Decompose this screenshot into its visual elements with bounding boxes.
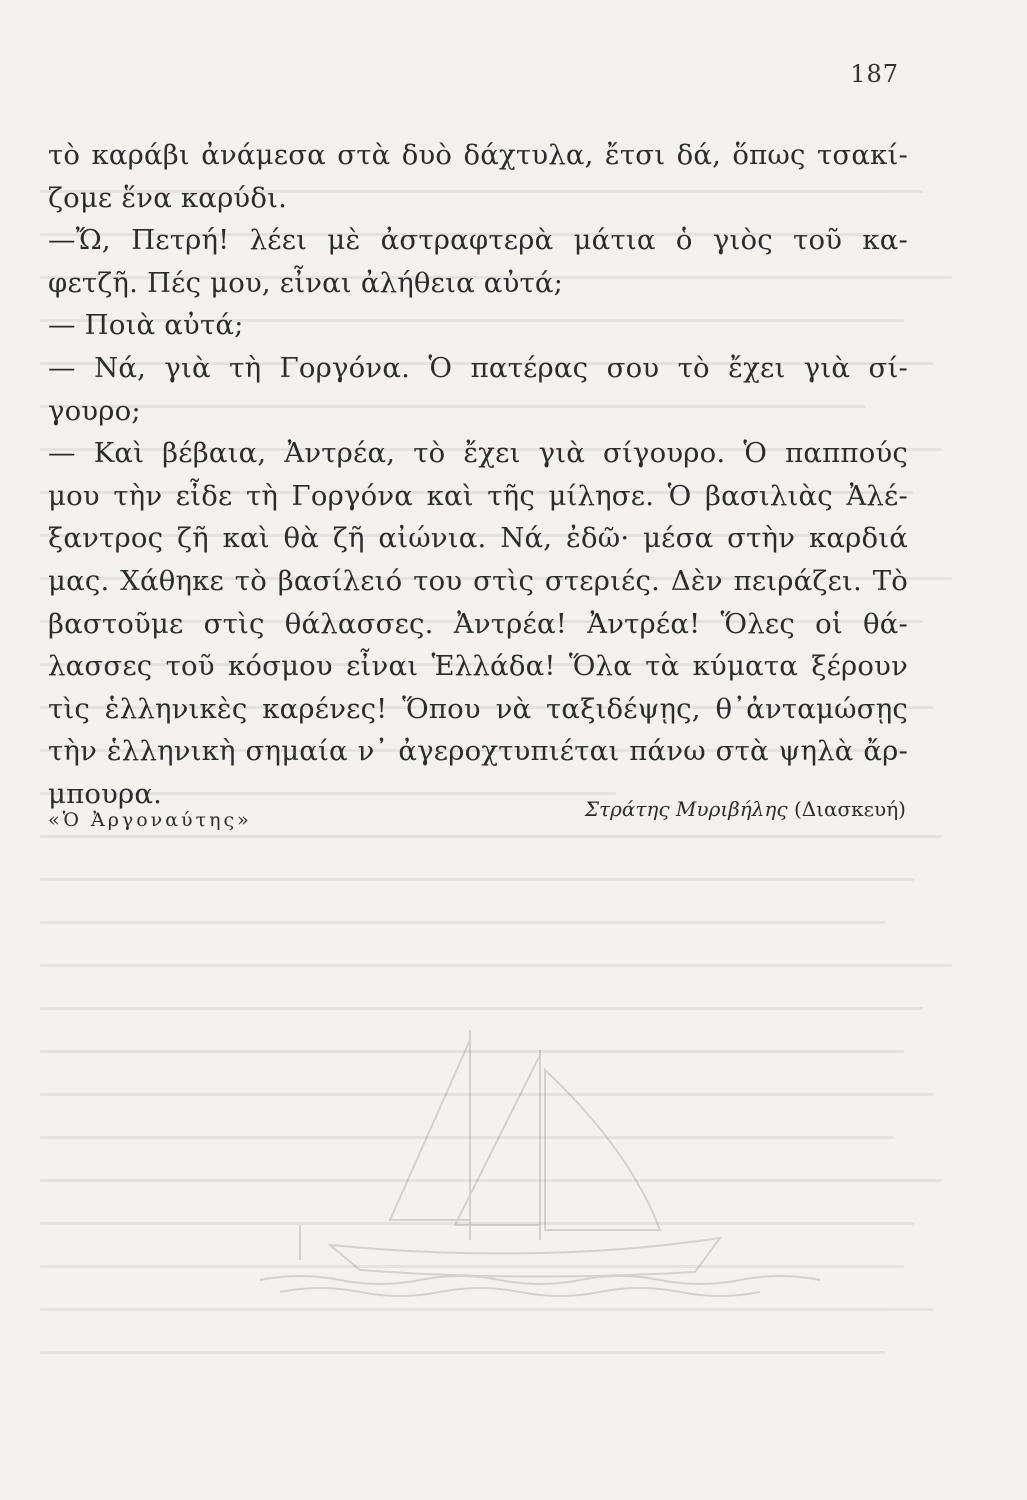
text-line: — Καὶ βέβαια, Ἀντρέα, τὸ ἔχει γιὰ σίγουρο. Ὁ παππούς	[48, 437, 908, 470]
text-line: φετζῆ. Πές μου, εἶναι ἀλήθεια αὐτά;	[48, 266, 564, 299]
text-line: τὴν ἑλληνικὴ σημαία ν᾽ ἀγεροχτυπιέται πάνω στὰ ψηλὰ ἄρ-	[48, 735, 908, 768]
adaptation-note: (Διασκευή)	[793, 797, 906, 821]
text-line: γουρο;	[48, 394, 141, 427]
text-line: ζομε ἕνα καρύδι.	[48, 181, 288, 214]
text-line: μου τὴν εἶδε τὴ Γοργόνα καὶ τῆς μίλησε. Ὁ βασιλιὰς Ἀλέ-	[48, 479, 908, 512]
source-title: «Ὁ Ἀργοναύτης»	[48, 809, 252, 831]
text-line: βαστοῦμε στὶς θάλασσες. Ἀντρέα! Ἀντρέα! Ὅλες οἱ θά-	[48, 607, 908, 640]
body-text	[48, 134, 908, 816]
text-line: λασσες τοῦ κόσμου εἶναι Ἑλλάδα! Ὅλα τὰ κύματα ξέρουν	[48, 650, 908, 683]
sailing-ship-illustration	[240, 1010, 880, 1300]
text-line: τὶς ἑλληνικὲς καρένες! Ὅπου νὰ ταξιδέψῃς, θ᾽ἀνταμώσῃς	[48, 692, 908, 725]
text-line: — Νά, γιὰ τὴ Γοργόνα. Ὁ πατέρας σου τὸ ἔχει γιὰ σί-	[48, 351, 908, 384]
text-line: —Ὤ, Πετρή! λέει μὲ ἀστραφτερὰ μάτια ὁ γιὸς τοῦ κα-	[48, 224, 908, 257]
text-line: τὸ καράβι ἀνάμεσα στὰ δυὸ δάχτυλα, ἔτσι δά, ὅπως τσακί-	[48, 139, 908, 171]
text-line: — Ποιὰ αὐτά;	[48, 309, 244, 342]
text-line: ξαντρος ζῆ καὶ θὰ ζῆ αἰώνια. Νά, ἐδῶ· μέσα στὴν καρδιά	[48, 522, 908, 555]
text-line: μας. Χάθηκε τὸ βασίλειό του στὶς στεριές. Δὲν πειράζει. Τὸ	[48, 564, 908, 597]
author-credit	[585, 797, 906, 821]
page-number: 187	[850, 60, 899, 88]
author-name: Στράτης Μυριβήλης	[584, 797, 788, 821]
text-line: μπουρα.	[48, 777, 163, 810]
attribution	[48, 797, 908, 837]
